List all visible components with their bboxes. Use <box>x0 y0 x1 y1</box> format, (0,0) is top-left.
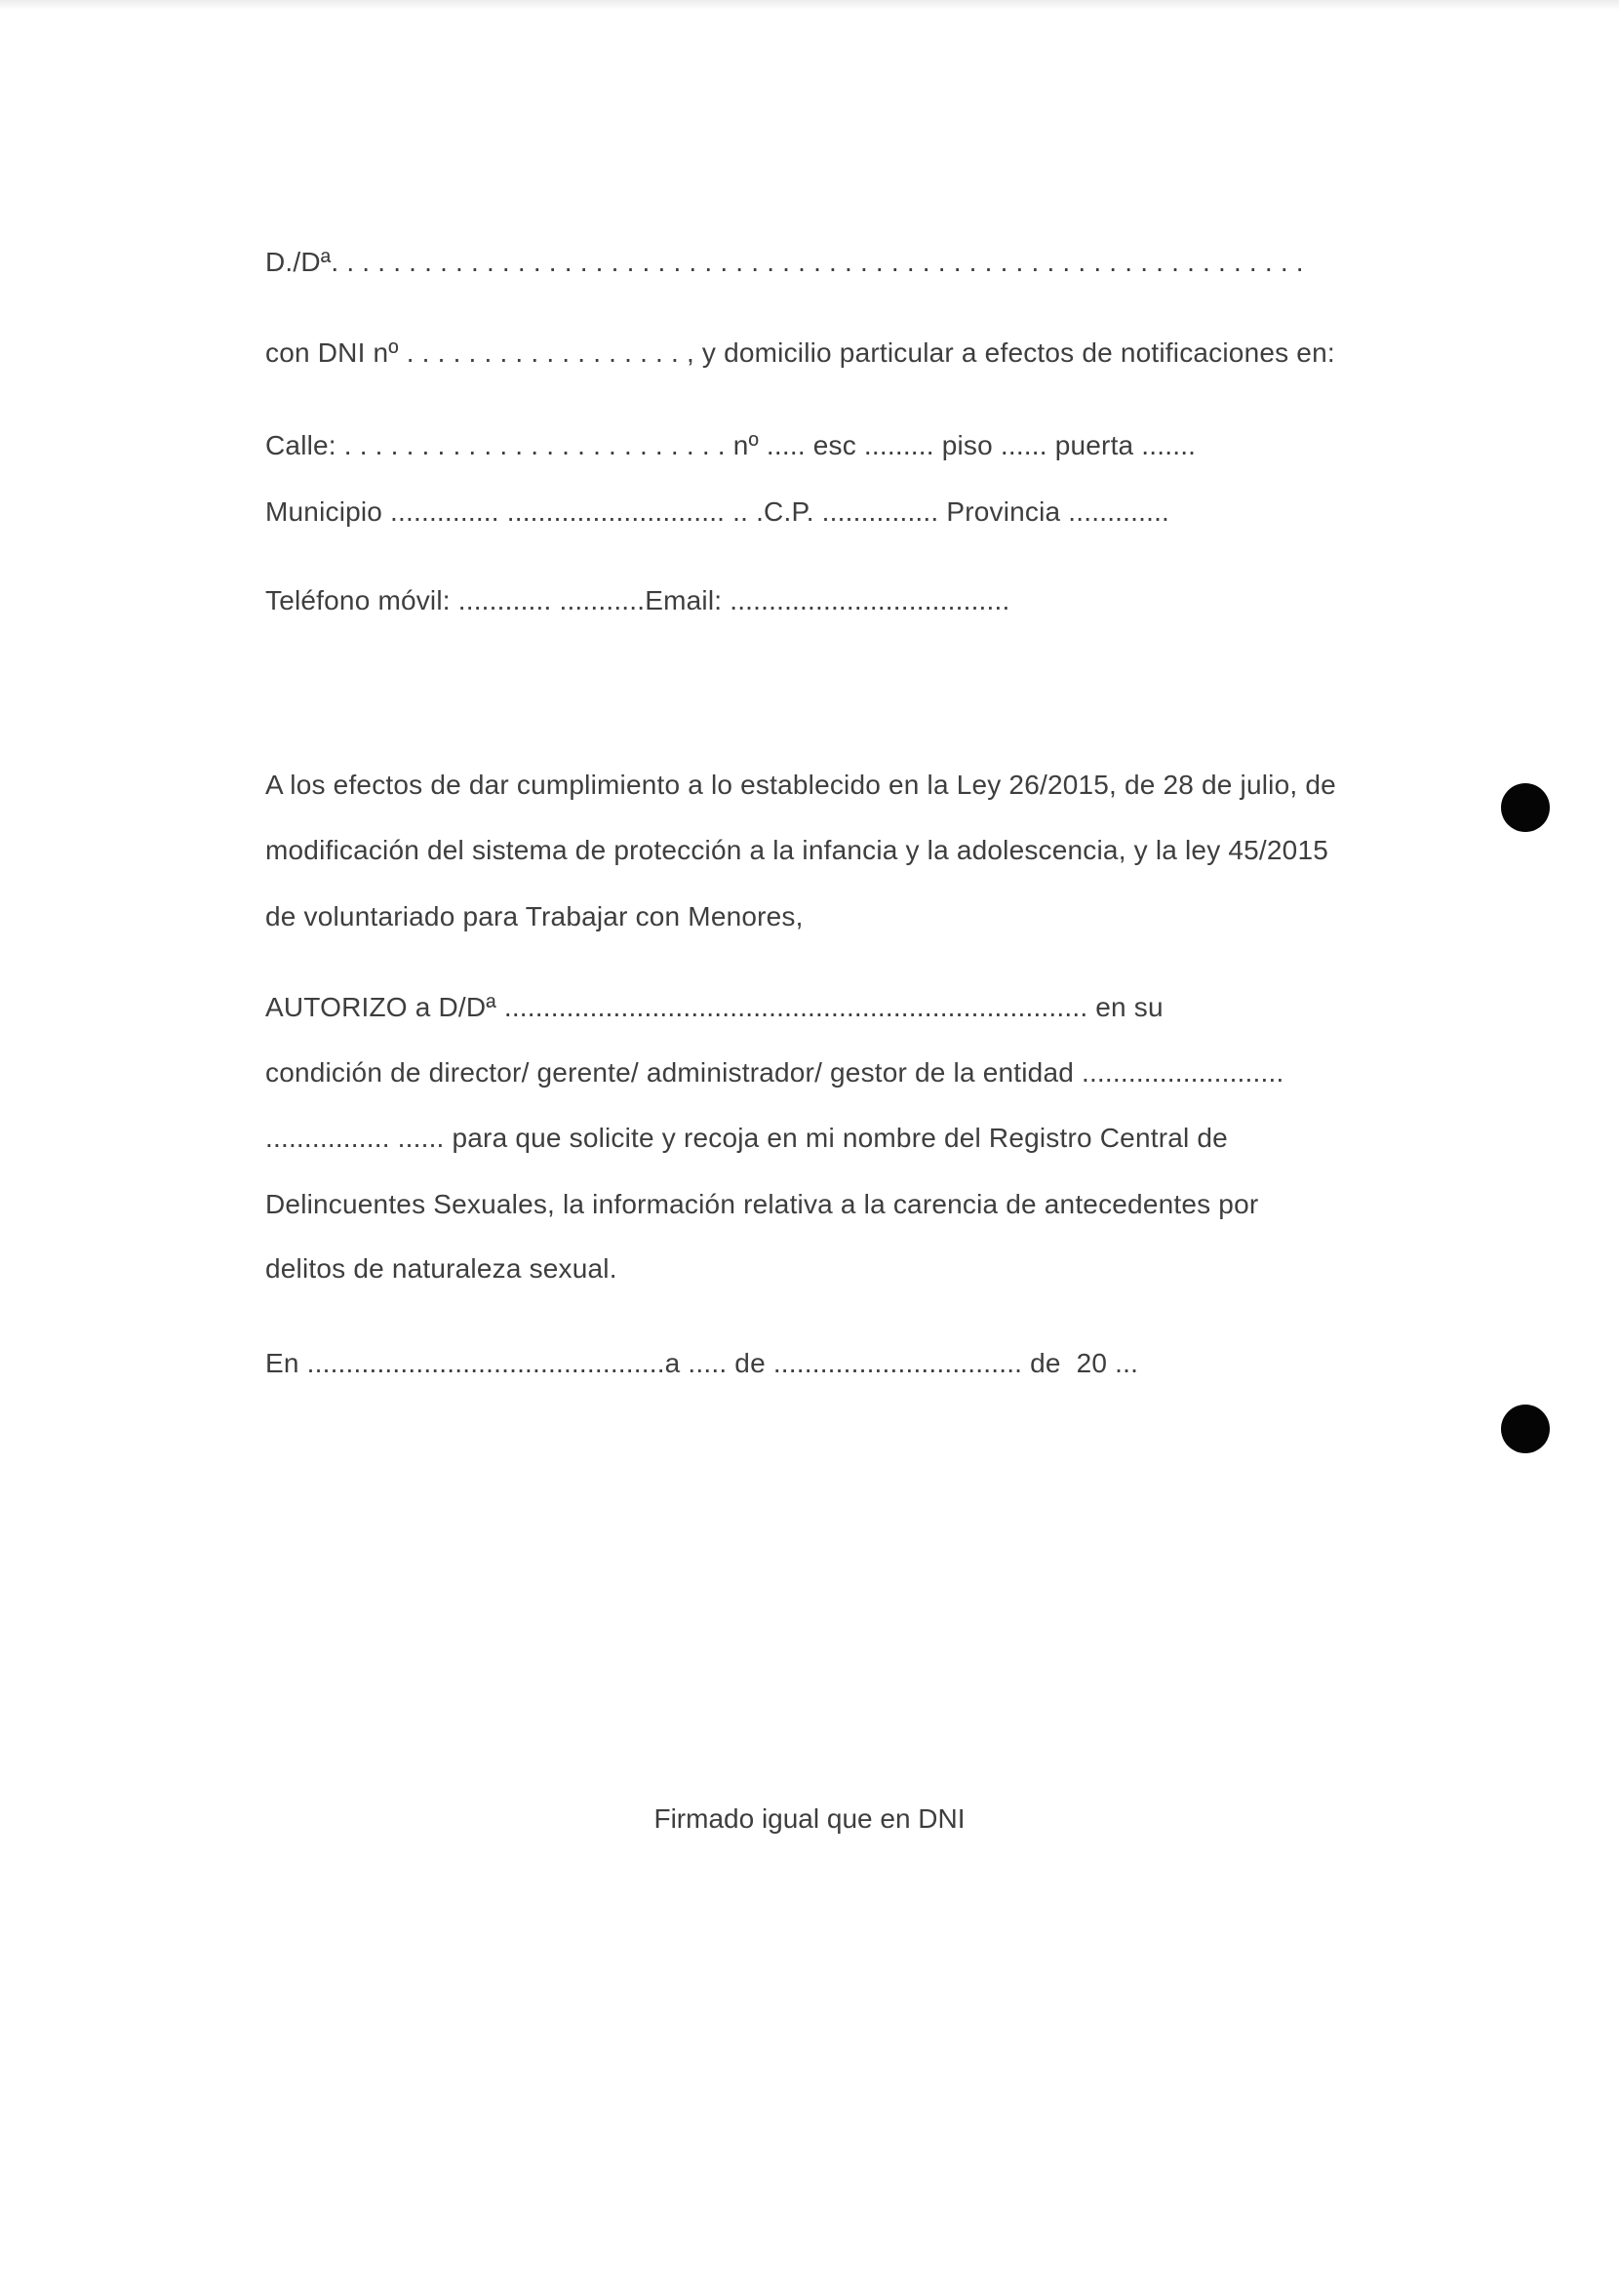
name-field-line: D./Dª. . . . . . . . . . . . . . . . . . . . . . . . . . . . . . . . . . . . . . . . . . . . . . . . . . . . . . . . . . . . . . . <box>265 247 1304 277</box>
punch-hole-bottom <box>1501 1405 1550 1453</box>
paragraph-2-line-4: Delincuentes Sexuales, la información relativa a la carencia de antecedentes por <box>265 1189 1259 1219</box>
paragraph-1-line-3: de voluntariado para Trabajar con Menores, <box>265 901 804 931</box>
municipality-line: Municipio .............. ............................ .. .C.P. ............... Provincia ............. <box>265 496 1170 527</box>
paragraph-1-line-1: A los efectos de dar cumplimiento a lo establecido en la Ley 26/2015, de 28 de julio, de <box>265 770 1336 800</box>
date-line: En ..............................................a ..... de ................................ de 20 ... <box>265 1348 1139 1378</box>
paragraph-2-line-1: AUTORIZO a D/Dª ........................................................................... en su <box>265 992 1164 1022</box>
phone-email-line: Teléfono móvil: ............ ...........Email: .................................... <box>265 585 1010 615</box>
scan-edge-shadow <box>0 0 1619 10</box>
paragraph-2-line-2: condición de director/ gerente/ administrador/ gestor de la entidad .......................... <box>265 1057 1284 1088</box>
punch-hole-top <box>1501 783 1550 832</box>
paragraph-2-line-5: delitos de naturaleza sexual. <box>265 1253 617 1284</box>
paragraph-2-line-3: ................ ...... para que solicite y recoja en mi nombre del Registro Central de <box>265 1123 1228 1153</box>
dni-address-line: con DNI nº . . . . . . . . . . . . . . . . . . , y domicilio particular a efectos de notificaciones en: <box>265 337 1335 368</box>
street-line: Calle: . . . . . . . . . . . . . . . . . . . . . . . . . nº ..... esc ......... piso ...... puerta ....... <box>265 430 1197 460</box>
signature-label: Firmado igual que en DNI <box>653 1803 966 1834</box>
paragraph-1-line-2: modificación del sistema de protección a la infancia y la adolescencia, y la ley 45/2015 <box>265 835 1328 865</box>
